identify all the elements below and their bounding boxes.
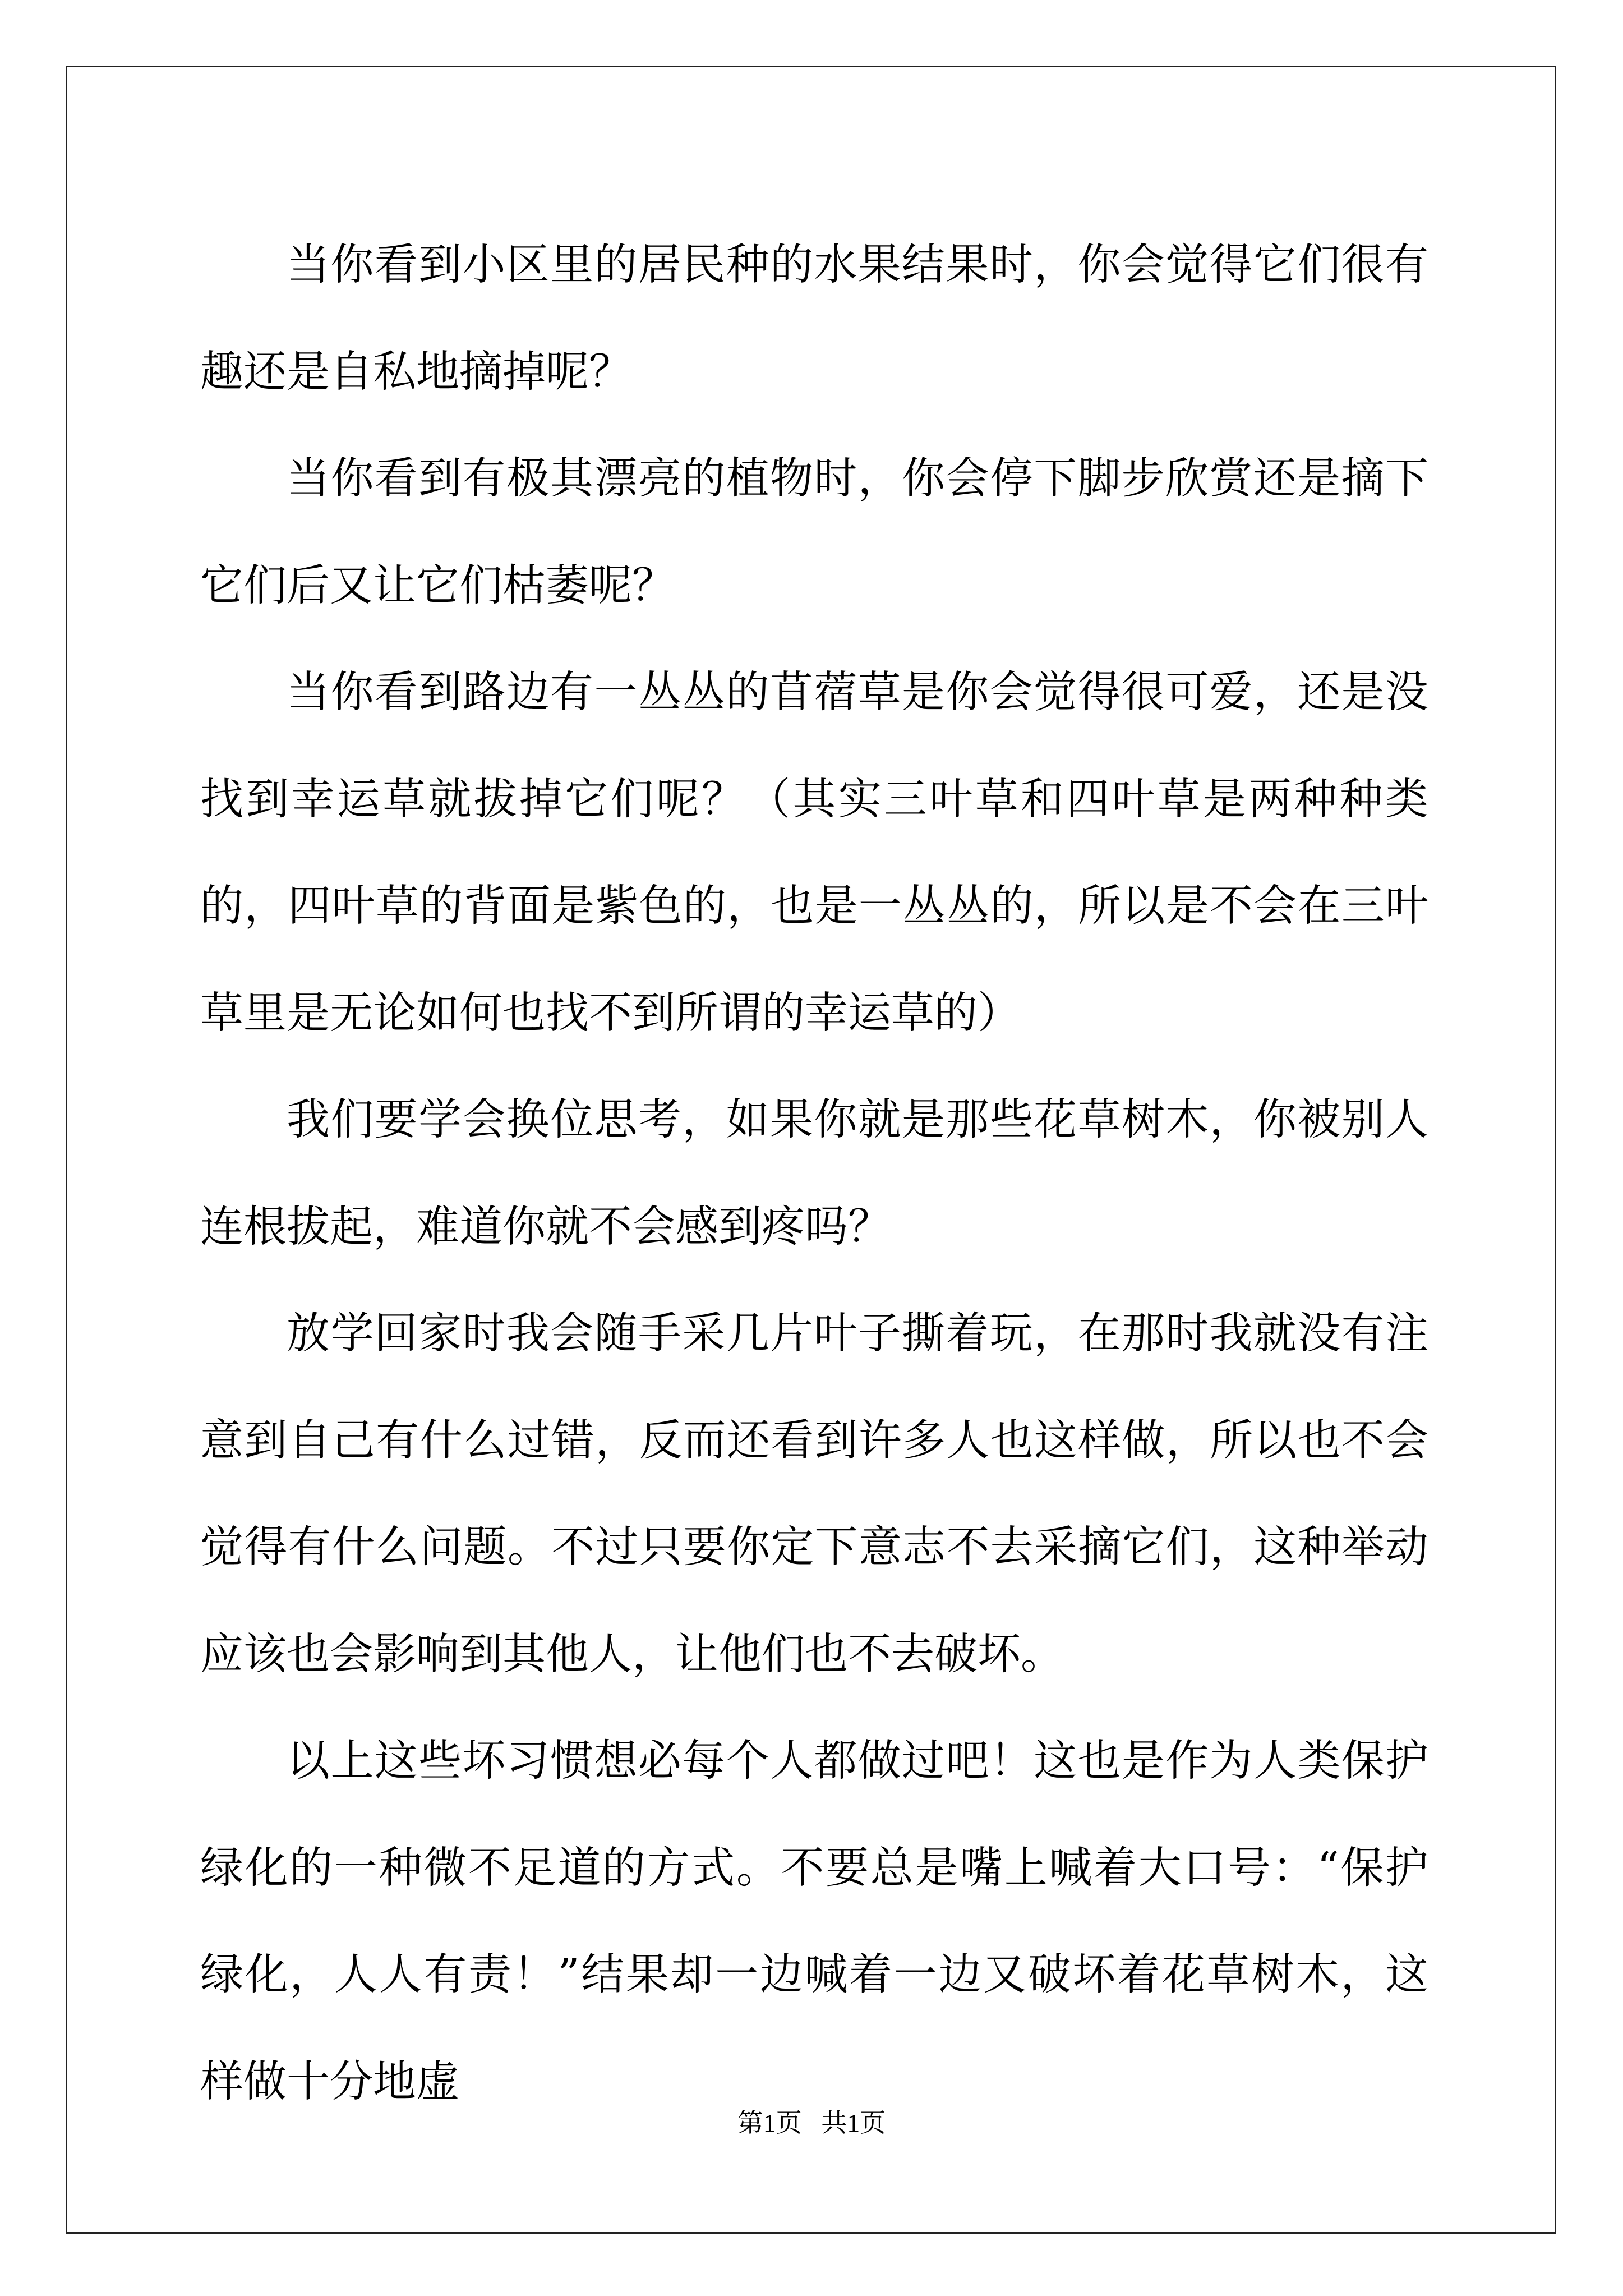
paragraph-5: 放学回家时我会随手采几片叶子撕着玩，在那时我就没有注意到自己有什么过错，反而还看到许多人也这样做，所以也不会觉得有什么问题。不过只要你定下意志不去采摘它们，这种举动应该也会影响到其他人，让他们也不去破坏。	[200, 1309, 1428, 1680]
paragraph-1: 当你看到小区里的居民种的水果结果时，你会觉得它们很有趣还是自私地摘掉呢？	[200, 240, 1428, 397]
paragraph-4: 我们要学会换位思考，如果你就是那些花草树木，你被别人连根拔起，难道你就不会感到疼吗？	[200, 1095, 1428, 1252]
paragraph-6: 以上这些坏习惯想必每个人都做过吧！这也是作为人类保护绿化的一种微不足道的方式。不要总是嘴上喊着大口号：“保护绿化，人人有责！”结果却一边喊着一边又破坏着花草树木，这样做十分地虚	[200, 1736, 1428, 2107]
page-number-footer: 第1页 共1页	[737, 2109, 886, 2137]
paragraph-3: 当你看到路边有一丛丛的苜蓿草是你会觉得很可爱，还是没找到幸运草就拔掉它们呢？（其实三叶草和四叶草是两种种类的，四叶草的背面是紫色的，也是一丛丛的，所以是不会在三叶草里是无论如何也找不到所谓的幸运草的）	[200, 668, 1428, 1038]
paragraph-2: 当你看到有极其漂亮的植物时，你会停下脚步欣赏还是摘下它们后又让它们枯萎呢？	[200, 454, 1428, 611]
document-body	[200, 212, 1428, 2136]
